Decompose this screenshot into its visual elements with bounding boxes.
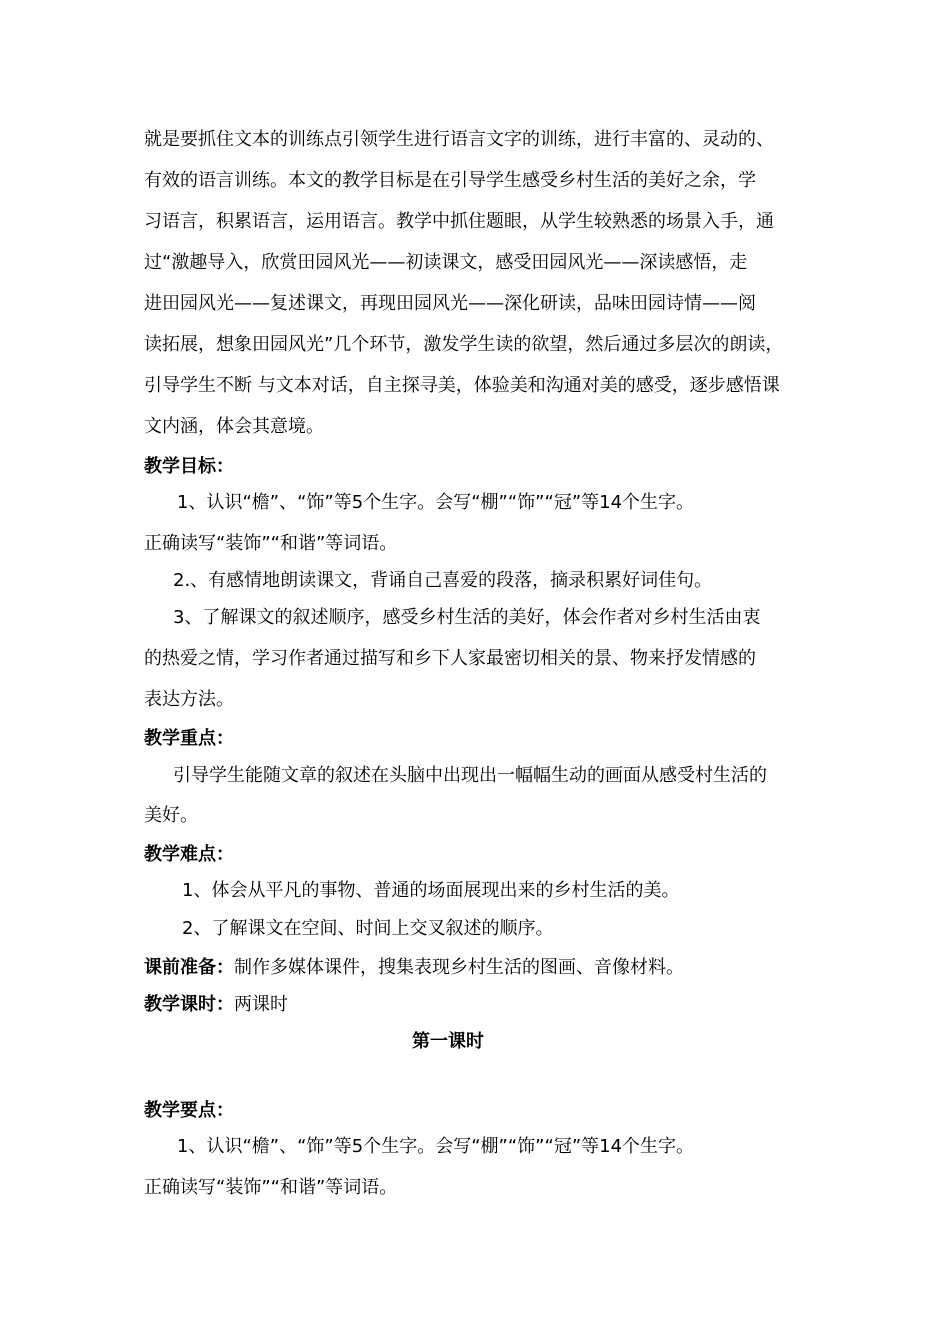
intro-line: 文内涵，体会其意境。 xyxy=(144,416,324,437)
intro-line: 读拓展，想象田园风光”几个环节，激发学生读的欲望，然后通过多层次的朗读， xyxy=(144,334,784,355)
period-text: 两课时 xyxy=(234,994,288,1015)
difficulty-line: 1、体会从平凡的事物、普通的场面展现出来的乡村生活的美。 xyxy=(182,880,680,901)
period-label: 教学课时： xyxy=(144,994,234,1015)
objective-line: 3、了解课文的叙述顺序，感受乡村生活的美好，体会作者对乡村生活由衷 xyxy=(173,607,761,628)
intro-line: 习语言，积累语言，运用语言。教学中抓住题眼，从学生较熟悉的场景入手，通 xyxy=(144,211,774,232)
key-point-line: 引导学生能随文章的叙述在头脑中出现出一幅幅生动的画面从感受村生活的 xyxy=(173,765,767,786)
difficulties-heading: 教学难点： xyxy=(144,844,234,865)
key-point-line: 美好。 xyxy=(144,805,198,826)
objective-line: 2.、有感情地朗读课文，背诵自己喜爱的段落，摘录积累好词佳句。 xyxy=(173,570,713,591)
intro-line: 引导学生不断 与文本对话，自主探寻美，体验美和沟通对美的感受，逐步感悟课 xyxy=(144,375,780,396)
period-line xyxy=(144,993,288,1017)
objective-line: 表达方法。 xyxy=(144,689,234,710)
intro-line: 进田园风光——复述课文，再现田园风光——深化研读，品味田园诗情——阅 xyxy=(144,293,756,314)
intro-line: 有效的语言训练。本文的教学目标是在引导学生感受乡村生活的美好之余，学 xyxy=(144,170,756,191)
lesson-point-line: 正确读写“装饰”“和谐”等词语。 xyxy=(144,1177,398,1198)
intro-line: 过“激趣导入，欣赏田园风光——初读课文，感受田园风光——深读感悟，走 xyxy=(144,252,748,273)
lesson-title: 第一课时 xyxy=(412,1031,484,1052)
key-points-heading: 教学重点： xyxy=(144,728,234,749)
preparation-line xyxy=(144,956,684,980)
objectives-heading: 教学目标： xyxy=(144,456,234,477)
objective-line: 正确读写“装饰”“和谐”等词语。 xyxy=(144,533,398,554)
preparation-label: 课前准备： xyxy=(144,957,234,978)
objective-line: 的热爱之情，学习作者通过描写和乡下人家最密切相关的景、物来抒发情感的 xyxy=(144,648,756,669)
difficulty-line: 2、了解课文在空间、时间上交叉叙述的顺序。 xyxy=(182,918,554,939)
intro-line: 就是要抓住文本的训练点引领学生进行语言文字的训练，进行丰富的、灵动的、 xyxy=(144,129,774,150)
preparation-text: 制作多媒体课件，搜集表现乡村生活的图画、音像材料。 xyxy=(234,957,684,978)
objective-line: 1、认识“檐”、“饰”等5个生字。会写“棚”“饰”“冠”等14个生字。 xyxy=(177,492,695,513)
lesson-points-heading: 教学要点： xyxy=(144,1100,234,1121)
lesson-point-line: 1、认识“檐”、“饰”等5个生字。会写“棚”“饰”“冠”等14个生字。 xyxy=(177,1136,695,1157)
